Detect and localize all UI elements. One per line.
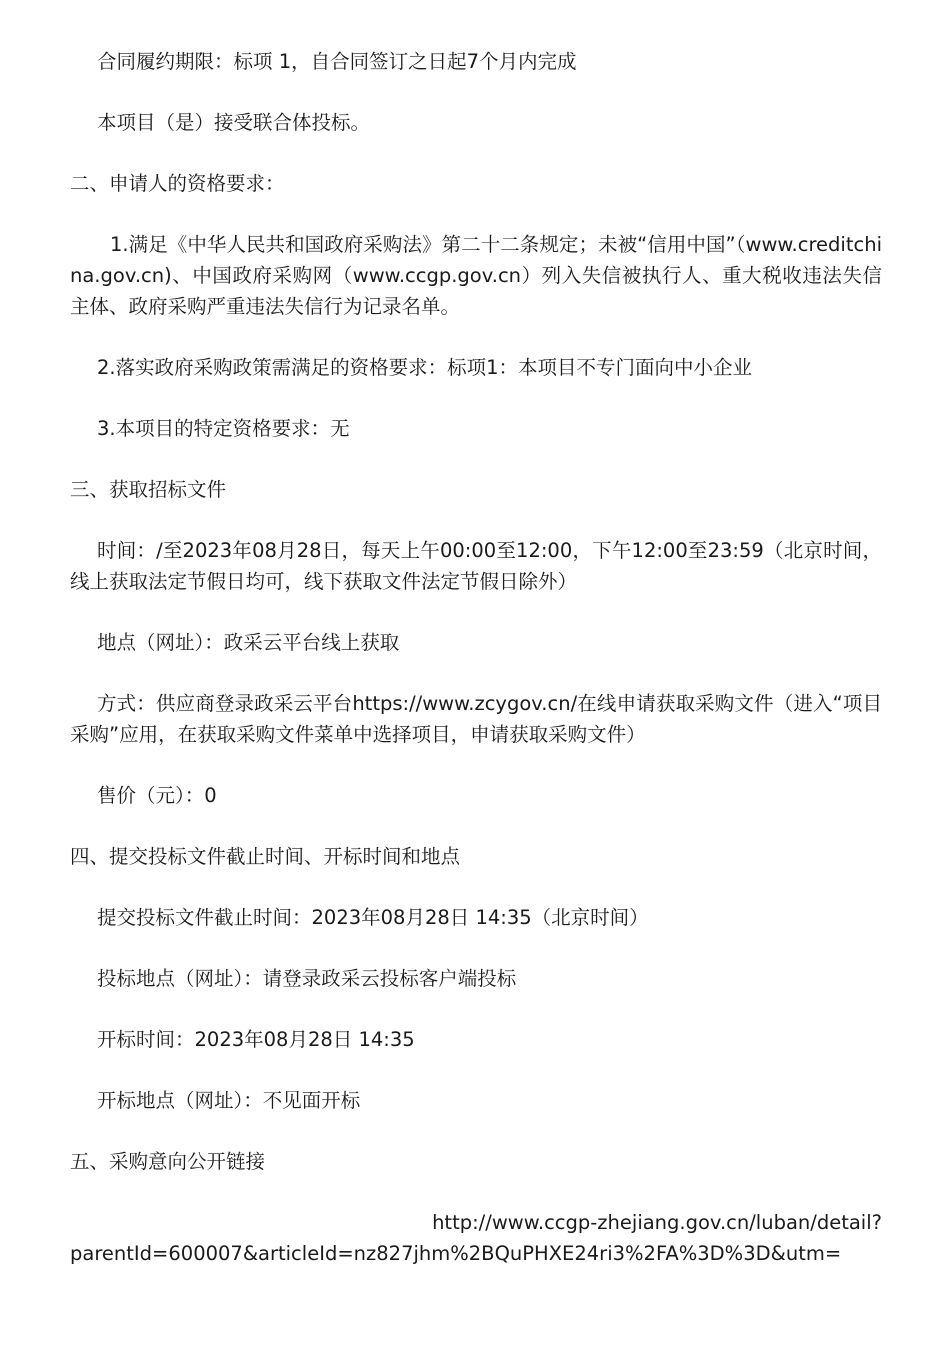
link-part-2[interactable]: parentId=600007&articleId=nz827jhm%2BQuPHXE24ri3%2FA%3D%3D&utm= — [70, 1242, 842, 1265]
section-4-title: 四、提交投标文件截止时间、开标时间和地点 — [70, 845, 461, 868]
requirement-1: 1.满足《中华人民共和国政府采购法》第二十二条规定；未被“信用中国”（www.creditchina.gov.cn)、中国政府采购网（www.ccgp.gov.cn）列入失信被执行人、重大税收违法失信主体、政府采购严重违法失信行为记录名单。 — [70, 233, 882, 318]
opening-time: 开标时间：2023年08月28日 14:35 — [97, 1028, 415, 1051]
price: 售价（元）：0 — [97, 784, 217, 807]
document-page — [70, 46, 882, 1269]
acquire-location: 地点（网址）：政采云平台线上获取 — [97, 631, 400, 654]
acquire-method: 方式：供应商登录政采云平台https://www.zcygov.cn/在线申请获取采购文件（进入“项目采购”应用，在获取采购文件菜单中选择项目，申请获取采购文件） — [70, 692, 882, 746]
contract-period: 合同履约期限：标项 1，自合同签订之日起7个月内完成 — [97, 50, 577, 73]
link-part-1[interactable]: http://www.ccgp-zhejiang.gov.cn/luban/detail? — [432, 1211, 882, 1234]
requirement-2: 2.落实政府采购政策需满足的资格要求：标项1：本项目不专门面向中小企业 — [97, 356, 753, 379]
bid-location: 投标地点（网址）：请登录政采云投标客户端投标 — [97, 967, 517, 990]
section-3-title: 三、获取招标文件 — [70, 478, 227, 501]
requirement-3: 3.本项目的特定资格要求：无 — [97, 417, 350, 440]
submission-deadline: 提交投标文件截止时间：2023年08月28日 14:35（北京时间） — [97, 906, 649, 929]
procurement-intent-link[interactable] — [70, 1207, 882, 1269]
section-5-title: 五、采购意向公开链接 — [70, 1150, 266, 1173]
consortium-statement: 本项目（是）接受联合体投标。 — [97, 111, 371, 134]
opening-location: 开标地点（网址）：不见面开标 — [97, 1089, 361, 1112]
section-2-title: 二、申请人的资格要求： — [70, 172, 285, 195]
acquire-time: 时间：/至2023年08月28日，每天上午00:00至12:00，下午12:00至23:59（北京时间，线上获取法定节假日均可，线下获取文件法定节假日除外） — [70, 539, 882, 593]
